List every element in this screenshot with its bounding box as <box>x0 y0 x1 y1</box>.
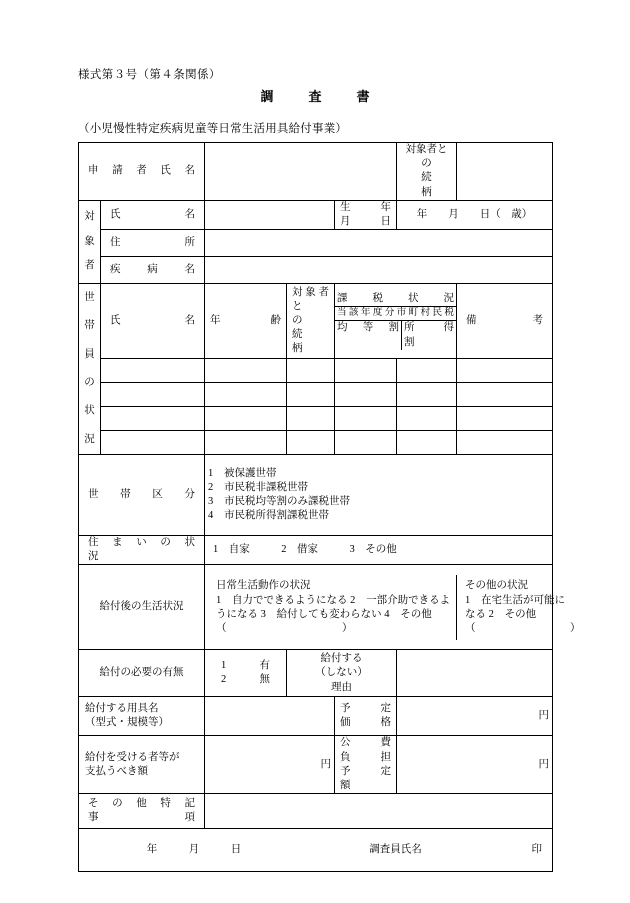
applicant-name-label: 申 請 者 氏 名 <box>79 143 205 201</box>
remarks-label: そ の 他 特 記 事 項 <box>79 794 205 829</box>
necessity-options[interactable] <box>205 650 287 697</box>
household-cell-tax-income[interactable] <box>397 431 457 455</box>
household-category-label: 世 帯 区 分 <box>79 455 205 536</box>
necessity-label: 給付の必要の有無 <box>79 650 205 697</box>
housing-label: 住 ま い の 状 況 <box>79 536 205 565</box>
household-row <box>79 359 553 383</box>
adl-option-2[interactable]: 2 一部介助できるようになる <box>216 594 451 620</box>
necessity-option-1[interactable]: 1有 <box>221 660 270 672</box>
household-cell-remarks[interactable] <box>457 407 553 431</box>
necessity-row <box>79 650 553 697</box>
household-category-options[interactable] <box>205 455 553 536</box>
household-cell-name[interactable] <box>101 431 205 455</box>
target-disease-row <box>79 257 553 284</box>
household-cell-tax-income[interactable] <box>397 359 457 383</box>
target-address-row <box>79 230 553 257</box>
remarks-row <box>79 794 553 829</box>
adl-option-4[interactable]: 4 その他 （ ） <box>216 608 443 635</box>
applicant-row <box>79 143 553 201</box>
target-address-label: 住 所 <box>101 230 205 257</box>
housing-options[interactable]: 1 自家 2 借家 3 その他 <box>205 536 553 565</box>
life-after-content <box>205 565 581 650</box>
other-status-header: その他の状況 <box>465 579 528 591</box>
household-cell-remarks[interactable] <box>457 431 553 455</box>
household-cell-name[interactable] <box>101 407 205 431</box>
necessity-reason-label: 給付する （しない） 理由 <box>287 650 397 697</box>
category-option-1[interactable]: 1 被保護世帯 <box>208 467 277 479</box>
footer-cell <box>79 829 553 872</box>
household-cell-tax-income[interactable] <box>397 383 457 407</box>
category-option-4[interactable]: 4 市民税所得割課税世帯 <box>208 510 329 522</box>
category-option-2[interactable]: 2 市民税非課税世帯 <box>208 481 308 493</box>
life-after-row <box>79 565 553 650</box>
adl-option-1[interactable]: 1 自力でできるようになる <box>216 594 348 606</box>
device-price-label: 予 定 価 格 <box>335 697 397 736</box>
household-cell-relation[interactable] <box>287 431 335 455</box>
household-cell-remarks[interactable] <box>457 359 553 383</box>
household-row <box>79 407 553 431</box>
household-cell-name[interactable] <box>101 359 205 383</box>
form-number: 様式第３号（第４条関係） <box>78 69 221 81</box>
household-category-row <box>79 455 553 536</box>
public-burden-label: 公 費 負 担 予 定 額 <box>335 736 397 794</box>
household-cell-relation[interactable] <box>287 383 335 407</box>
household-cell-remarks[interactable] <box>457 383 553 407</box>
payment-row <box>79 736 553 794</box>
other-status-block <box>456 575 581 641</box>
device-name-input[interactable] <box>205 697 335 736</box>
target-birth-label: 生 年 月 日 <box>335 200 397 229</box>
category-option-3[interactable]: 3 市民税均等割のみ課税世帯 <box>208 496 350 508</box>
applicant-relation-input[interactable] <box>457 143 553 201</box>
necessity-option-2[interactable]: 2無 <box>221 674 270 686</box>
housing-row <box>79 536 553 565</box>
target-name-label: 氏 名 <box>101 200 205 229</box>
household-cell-tax-equal[interactable] <box>335 359 397 383</box>
payment-amount-input[interactable]: 円 <box>205 736 335 794</box>
household-col-remarks: 備 考 <box>457 284 553 359</box>
applicant-name-input[interactable] <box>205 143 397 201</box>
device-price-input[interactable]: 円 <box>397 697 553 736</box>
household-col-tax-equal: 均 等 割 <box>335 321 402 349</box>
other-status-option-2[interactable]: 2 その他 （ ） <box>465 608 581 635</box>
document-subtitle: （小児慢性特定疾病児童等日常生活用具給付事業） <box>78 123 348 135</box>
target-birth-input[interactable]: 年 月 日（ 歳） <box>397 200 553 229</box>
household-cell-age[interactable] <box>205 407 287 431</box>
household-col-tax-income: 所 得 割 <box>404 322 465 348</box>
target-name-input[interactable] <box>205 200 335 229</box>
applicant-relation-label: 対象者との 続 柄 <box>397 143 457 201</box>
target-side-label: 対 象 者 <box>79 200 101 283</box>
public-burden-input[interactable]: 円 <box>397 736 553 794</box>
payment-label: 給付を受ける者等が 支払うべき額 <box>79 736 205 794</box>
document-title: 調 査 書 <box>260 89 381 104</box>
adl-option-3[interactable]: 3 給付しても変わらない <box>260 608 382 620</box>
household-row <box>79 431 553 455</box>
target-disease-input[interactable] <box>205 257 553 284</box>
household-cell-relation[interactable] <box>287 407 335 431</box>
device-row <box>79 697 553 736</box>
household-cell-tax-equal[interactable] <box>335 383 397 407</box>
remarks-input[interactable] <box>205 794 553 829</box>
adl-header: 日常生活動作の状況 <box>216 579 311 591</box>
other-status-option-1[interactable]: 1 在宅生活が可能になる <box>465 594 565 620</box>
household-cell-tax-equal[interactable] <box>335 407 397 431</box>
footer-seal[interactable]: 印 <box>531 844 543 856</box>
target-address-input[interactable] <box>205 230 553 257</box>
household-cell-tax-equal[interactable] <box>335 431 397 455</box>
footer-date[interactable]: 年 月 日 <box>146 844 242 856</box>
household-header-row <box>79 284 553 359</box>
household-col-name: 氏 名 <box>101 284 205 359</box>
target-disease-label: 疾 病 名 <box>101 257 205 284</box>
household-col-age: 年 齢 <box>205 284 287 359</box>
adl-block <box>208 575 456 641</box>
target-name-row <box>79 200 553 229</box>
survey-form-table <box>78 142 581 872</box>
household-side-label: 世 帯 員 の 状 況 <box>79 284 101 455</box>
household-cell-relation[interactable] <box>287 359 335 383</box>
household-cell-age[interactable] <box>205 359 287 383</box>
household-cell-age[interactable] <box>205 431 287 455</box>
household-col-tax: 課 税 状 況 当該年度分市町村民税 均 等 割 所 得 割 <box>335 284 457 359</box>
household-cell-tax-income[interactable] <box>397 407 457 431</box>
necessity-reason-input[interactable] <box>397 650 553 697</box>
household-cell-name[interactable] <box>101 383 205 407</box>
household-row <box>79 383 553 407</box>
device-label: 給付する用具名 （型式・規模等） <box>79 697 205 736</box>
footer-inspector-label: 調査員氏名 <box>369 844 422 856</box>
household-cell-age[interactable] <box>205 383 287 407</box>
household-col-relation: 対 象 者 と の 続 柄 <box>287 284 335 359</box>
footer-row <box>79 829 553 872</box>
life-after-label: 給付後の生活状況 <box>79 565 205 650</box>
